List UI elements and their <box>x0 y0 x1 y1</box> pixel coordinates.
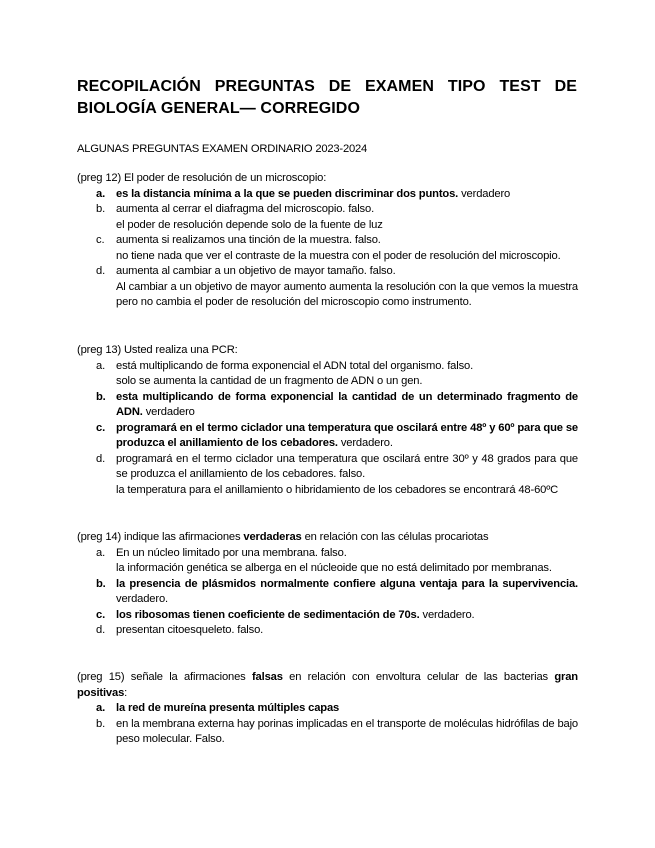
option-mark: d. <box>96 452 106 465</box>
head-emphasis: falsas <box>251 671 283 683</box>
question-13-option-d-note: la temperatura para el anillamiento o hibridamiento de los cebadores se encontrará 48-60ºC <box>116 483 559 496</box>
option-mark: d. <box>96 265 106 277</box>
question-14-option-a-note: la información genética se alberga en el núcleoide que no está delimitado por membranas. <box>116 562 552 574</box>
question-14-option-a <box>77 546 578 562</box>
question-13-option-a-note: solo se aumenta la cantidad de un fragmento de ADN o un gen. <box>116 375 423 387</box>
option-text-bold: la presencia de plásmidos normalmente confiere alguna ventaja para la supervivencia. <box>116 577 578 590</box>
option-mark: b. <box>96 203 106 215</box>
page-title: RECOPILACIÓN PREGUNTAS DE EXAMEN TIPO TEST DE BIOLOGÍA GENERAL— CORREGIDO <box>77 78 577 117</box>
option-text-bold: la red de mureína presenta múltiples capas <box>116 702 340 714</box>
option-verdict: verdadero <box>142 406 195 418</box>
question-12-option-c-note: no tiene nada que ver el contraste de la muestra con el poder de resolución del microscopio. <box>116 249 561 262</box>
question-15-option-b <box>77 717 578 748</box>
question-14-head <box>77 530 578 546</box>
question-12-option-b <box>77 202 578 218</box>
option-mark: d. <box>96 624 106 636</box>
question-12 <box>77 171 578 311</box>
option-text-bold: esta multiplicando de forma exponencial la cantidad de un determinado fragmento de ADN. <box>116 390 578 418</box>
question-12-option-c <box>77 233 578 249</box>
option-verdict: verdadero. <box>419 608 475 621</box>
option-mark: a. <box>96 359 106 372</box>
question-12-option-b-note: el poder de resolución depende solo de la fuente de luz <box>116 218 383 231</box>
option-text: programará en el termo ciclador una temperatura que oscilará entre 30º y 48 grados para que se produzca el anillamiento de los cebadores. falso. <box>116 452 578 480</box>
option-text: en la membrana externa hay porinas implicadas en el transporte de moléculas hidrófilas de bajo peso molecular. Falso. <box>116 717 578 745</box>
option-text: presentan citoesqueleto. falso. <box>116 624 264 636</box>
head-text: (preg 14) indique las afirmaciones <box>77 531 244 543</box>
question-12-option-a <box>77 187 578 203</box>
question-13-head: (preg 13) Usted realiza una PCR: <box>77 344 238 356</box>
option-mark: b. <box>96 577 106 590</box>
option-text: aumenta al cerrar el diafragma del microscopio. falso. <box>116 203 375 215</box>
option-verdict: verdadero. <box>337 437 393 449</box>
option-text-bold: es la distancia mínima a la que se pueden discriminar dos puntos. <box>116 187 459 200</box>
head-text: : <box>124 686 128 699</box>
head-text: en relación con las células procariotas <box>301 531 489 543</box>
option-text-bold: los ribosomas tienen coeficiente de sedimentación de 70s. <box>116 608 420 621</box>
question-14-option-b <box>77 577 578 608</box>
option-mark: a. <box>96 546 106 559</box>
option-text: En un núcleo limitado por una membrana. falso. <box>116 546 347 559</box>
question-13-option-b <box>77 390 578 421</box>
head-text: en relación con envoltura celular de las bacterias <box>282 671 555 683</box>
question-15 <box>77 670 578 748</box>
question-14-option-c <box>77 608 578 624</box>
option-verdict: verdadero. <box>116 593 168 605</box>
head-emphasis: gran positivas <box>77 671 578 699</box>
question-12-head: (preg 12) El poder de resolución de un microscopio: <box>77 172 327 184</box>
question-15-head <box>77 670 578 701</box>
head-text: (preg 15) señale la afirmaciones <box>77 671 252 683</box>
question-13-option-c <box>77 421 578 452</box>
option-verdict: verdadero <box>458 187 511 200</box>
option-mark: c. <box>96 608 106 621</box>
question-13-option-d <box>77 452 578 483</box>
option-mark: a. <box>96 702 106 714</box>
question-13 <box>77 343 578 498</box>
option-mark: c. <box>96 234 105 246</box>
question-12-option-d <box>77 264 578 280</box>
option-mark: b. <box>96 717 106 730</box>
question-15-option-a <box>77 701 578 717</box>
option-text: aumenta al cambiar a un objetivo de mayor tamaño. falso. <box>116 265 396 277</box>
section-subtitle: ALGUNAS PREGUNTAS EXAMEN ORDINARIO 2023-2024 <box>77 143 368 155</box>
option-mark: b. <box>96 390 106 403</box>
question-12-option-d-note: Al cambiar a un objetivo de mayor aumento aumenta la resolución con la que vemos la muestra pero no cambia el poder de resolución del microscopio como instrumento. <box>116 280 578 308</box>
option-mark: a. <box>96 187 106 200</box>
option-text: está multiplicando de forma exponencial el ADN total del organismo. falso. <box>116 359 474 372</box>
option-mark: c. <box>96 421 106 434</box>
option-text-bold: programará en el termo ciclador una temperatura que oscilará entre 48º y 60º para que se produzca el anillamiento de los cebadores. <box>116 421 578 449</box>
option-text: aumenta si realizamos una tinción de la muestra. falso. <box>116 234 381 246</box>
question-14 <box>77 530 578 639</box>
head-emphasis: verdaderas <box>243 531 302 543</box>
question-14-option-d <box>77 623 578 639</box>
question-13-option-a <box>77 359 578 375</box>
